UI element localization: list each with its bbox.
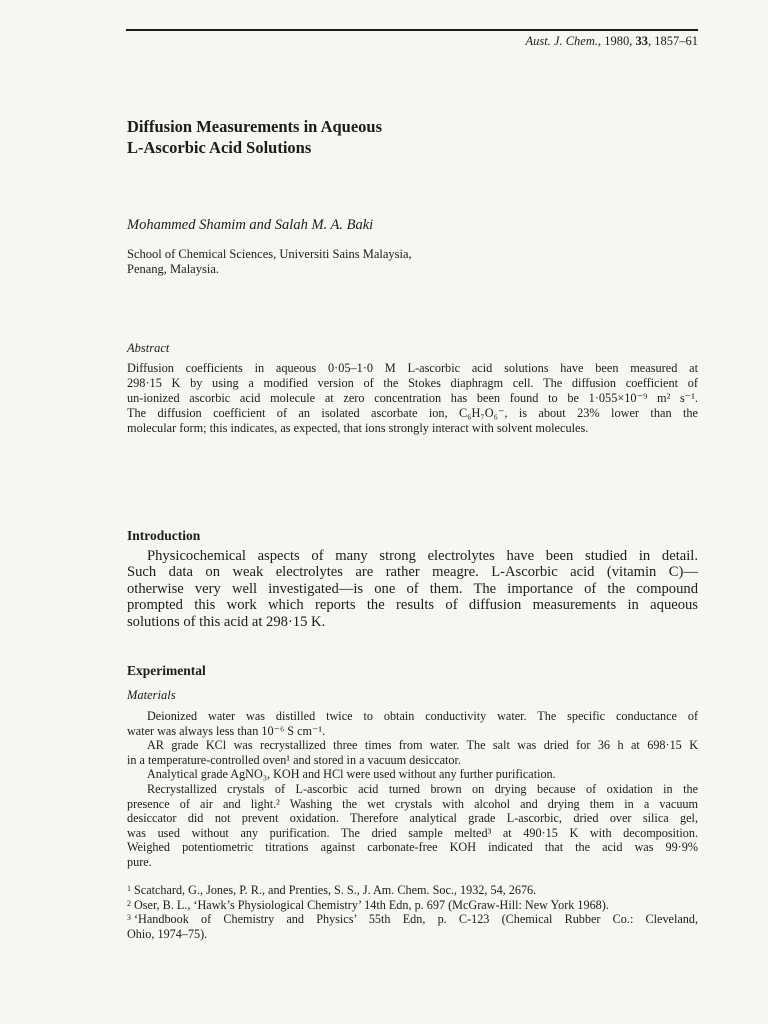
footnote-mark: 3	[127, 913, 131, 923]
paper-title	[127, 116, 382, 158]
exp-line: water was always less than 10⁻⁶ S cm⁻¹.	[127, 723, 326, 738]
header-rule	[126, 29, 698, 31]
footnote-3	[127, 912, 698, 927]
exp-line: was used without any purification. The dried sample melted³ at 490·15 K with decomposition.	[127, 825, 698, 840]
footnotes	[127, 883, 698, 941]
title-line-2	[127, 137, 382, 158]
intro-line: Such data on weak electrolytes are rather meagre. L-Ascorbic acid (vitamin C)—	[127, 564, 698, 581]
exp-line: desiccator did not prevent oxidation. Therefore analytical grade L-ascorbic, dried over silica gel,	[127, 811, 698, 826]
materials-subheading: Materials	[127, 688, 176, 702]
affiliation-line-2: Penang, Malaysia.	[127, 262, 219, 276]
footnote-mark: 1	[127, 884, 131, 893]
affiliation	[127, 247, 412, 277]
abstract-body	[127, 361, 698, 436]
exp-line: presence of air and light.² Washing the wet crystals with alcohol and drying them in a vacuum	[127, 796, 698, 811]
experimental-body	[127, 709, 698, 870]
footnote-2	[127, 898, 698, 913]
abstract-line: Diffusion coefficients in aqueous 0·05–1·0 M L-ascorbic acid solutions have been measured at	[127, 361, 698, 375]
affiliation-line-1: School of Chemical Sciences, Universiti Sains Malaysia,	[127, 247, 412, 261]
journal-name: Aust. J. Chem.	[525, 34, 598, 48]
exp-line: in a temperature-controlled oven¹ and stored in a vacuum desiccator.	[127, 752, 461, 767]
citation-pages: , 1857–61	[648, 34, 698, 48]
exp-line: Weighed potentiometric titrations against carbonate-free KOH indicated that the acid was 99·9%	[127, 840, 698, 855]
footnote-text: ‘Handbook of Chemistry and Physics’ 55th Edn, p. C-123 (Chemical Rubber Co.: Cleveland,	[134, 912, 698, 927]
title-line-1: Diffusion Measurements in Aqueous	[127, 117, 383, 136]
intro-line: solutions of this acid at 298·15 K.	[127, 613, 326, 630]
citation-volume: 33	[635, 34, 648, 48]
title-l-prefix: L	[127, 138, 139, 157]
citation-year: , 1980,	[598, 34, 636, 48]
footnote-text: Scatchard, G., Jones, P. R., and Prenties, S. S., J. Am. Chem. Soc., 1932, 54, 2676.	[134, 883, 537, 897]
introduction-body	[127, 548, 698, 630]
footnote-1	[127, 883, 698, 898]
intro-line: otherwise very well investigated—is one of them. The importance of the compound	[127, 580, 698, 597]
authors: Mohammed Shamim and Salah M. A. Baki	[127, 217, 374, 233]
abstract-line: un-ionized ascorbic acid molecule at zero concentration has been found to be 1·055×10⁻⁹ m² s⁻¹.	[127, 391, 698, 405]
journal-citation	[525, 34, 698, 49]
abstract-line: molecular form; this indicates, as expected, that ions strongly interact with solvent molecules.	[127, 421, 589, 435]
title-line-2-rest: -Ascorbic Acid Solutions	[138, 138, 312, 157]
introduction-heading: Introduction	[127, 528, 201, 543]
abstract-line: The diffusion coefficient of an isolated ascorbate ion, C₆H₇O₆⁻, is about 23% lower than the	[127, 406, 698, 420]
intro-line: prompted this work which reports the results of diffusion measurements in aqueous	[127, 597, 698, 614]
abstract-heading: Abstract	[127, 341, 170, 355]
exp-line: Deionized water was distilled twice to obtain conductivity water. The specific conductance of	[147, 709, 698, 723]
exp-line: AR grade KCl was recrystallized three times from water. The salt was dried for 36 h at 698·15 K	[147, 738, 698, 753]
footnote-text: Oser, B. L., ‘Hawk’s Physiological Chemistry’ 14th Edn, p. 697 (McGraw-Hill: New York 1968).	[134, 897, 609, 912]
exp-line: pure.	[127, 854, 152, 869]
footnote-3-cont: Ohio, 1974–75).	[127, 926, 208, 941]
exp-line: Recrystallized crystals of L-ascorbic acid turned brown on drying because of oxidation in the	[147, 781, 698, 796]
abstract-line: 298·15 K by using a modified version of the Stokes diaphragm cell. The diffusion coefficient of	[127, 376, 698, 390]
exp-line: Analytical grade AgNO₃, KOH and HCl were used without any further purification.	[147, 767, 556, 782]
experimental-heading: Experimental	[127, 663, 206, 678]
footnote-mark: 2	[127, 898, 131, 908]
intro-line: Physicochemical aspects of many strong electrolytes have been studied in detail.	[147, 548, 698, 564]
